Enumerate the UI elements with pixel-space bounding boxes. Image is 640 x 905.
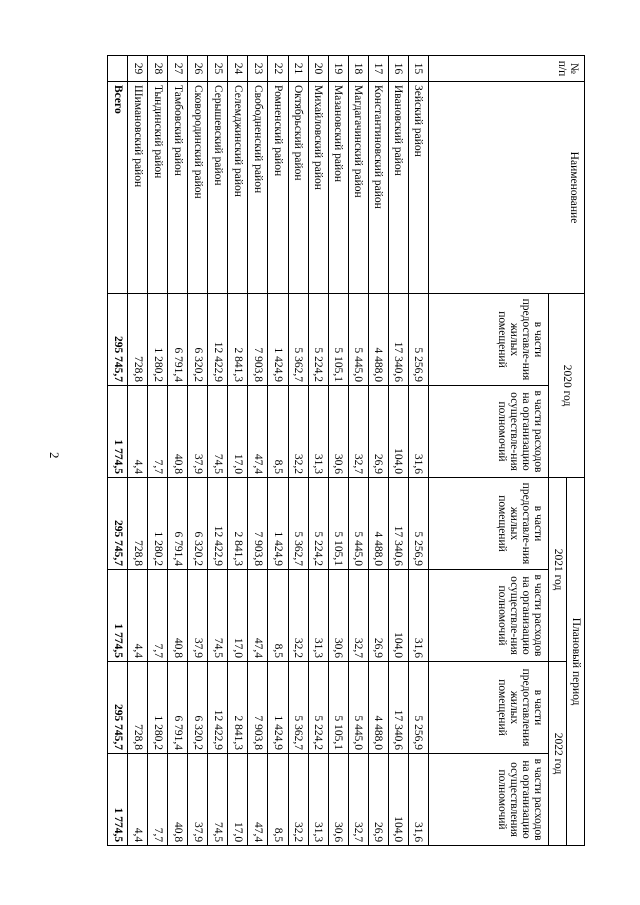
rotated-table-container — [107, 55, 585, 845]
value-cell: 37,9 — [188, 754, 208, 846]
value-cell: 728,8 — [128, 662, 148, 754]
value-cell: 5 256,9 — [408, 294, 428, 386]
district-name: Тындинский район — [148, 82, 168, 294]
district-name: Ромненский район — [268, 82, 288, 294]
total-label: Всего — [108, 82, 128, 294]
total-value-cell: 295 745,7 — [108, 478, 128, 570]
value-cell: 4,4 — [128, 386, 148, 478]
value-cell: 6 320,2 — [188, 662, 208, 754]
header-row-number: № п/п — [429, 56, 585, 82]
value-cell: 5 224,2 — [308, 478, 328, 570]
value-cell: 32,7 — [348, 754, 368, 846]
value-cell: 7 903,8 — [248, 294, 268, 386]
value-cell: 7,7 — [148, 754, 168, 846]
header-year-2021: 2021 год — [549, 478, 567, 662]
value-cell: 4 488,0 — [368, 478, 388, 570]
total-row — [108, 56, 128, 846]
district-name: Октябрьский район — [288, 82, 308, 294]
table-body — [108, 56, 429, 846]
table-row — [248, 56, 268, 846]
value-cell: 8,5 — [268, 570, 288, 662]
value-cell: 7,7 — [148, 570, 168, 662]
value-cell: 31,6 — [408, 754, 428, 846]
value-cell: 31,3 — [308, 754, 328, 846]
row-number: 21 — [288, 56, 308, 82]
value-cell: 1 424,9 — [268, 478, 288, 570]
district-name: Тамбовский район — [168, 82, 188, 294]
value-cell: 1 424,9 — [268, 294, 288, 386]
value-cell: 32,2 — [288, 570, 308, 662]
table-row — [168, 56, 188, 846]
row-number: 25 — [208, 56, 228, 82]
value-cell: 30,6 — [328, 570, 348, 662]
value-cell: 7 903,8 — [248, 478, 268, 570]
value-cell: 1 280,2 — [148, 478, 168, 570]
value-cell: 104,0 — [388, 754, 408, 846]
value-cell: 5 362,7 — [288, 478, 308, 570]
value-cell: 30,6 — [328, 754, 348, 846]
value-cell: 5 105,1 — [328, 662, 348, 754]
header-year-2020: 2020 год — [549, 294, 585, 478]
table-row — [408, 56, 428, 846]
district-name: Свободненский район — [248, 82, 268, 294]
value-cell: 5 445,0 — [348, 662, 368, 754]
header-year-2022: 2022 год — [549, 662, 567, 846]
value-cell: 47,4 — [248, 386, 268, 478]
value-cell: 2 841,3 — [228, 662, 248, 754]
district-name: Селемджинский район — [228, 82, 248, 294]
row-number: 22 — [268, 56, 288, 82]
header-name: Наименование — [429, 82, 585, 294]
table-row — [288, 56, 308, 846]
district-name: Константиновский район — [368, 82, 388, 294]
value-cell: 7,7 — [148, 386, 168, 478]
value-cell: 2 841,3 — [228, 478, 248, 570]
value-cell: 6 320,2 — [188, 294, 208, 386]
value-cell: 5 362,7 — [288, 294, 308, 386]
header-planned-period: Плановый период — [567, 478, 585, 846]
value-cell: 30,6 — [328, 386, 348, 478]
table-row — [328, 56, 348, 846]
row-number: 20 — [308, 56, 328, 82]
value-cell: 40,8 — [168, 754, 188, 846]
value-cell: 8,5 — [268, 386, 288, 478]
table-row — [308, 56, 328, 846]
district-name: Ивановский район — [388, 82, 408, 294]
district-name: Сковородинский район — [188, 82, 208, 294]
row-number: 27 — [168, 56, 188, 82]
value-cell: 8,5 — [268, 754, 288, 846]
value-cell: 4,4 — [128, 754, 148, 846]
total-value-cell: 1 774,5 — [108, 570, 128, 662]
value-cell: 5 256,9 — [408, 478, 428, 570]
value-cell: 32,7 — [348, 570, 368, 662]
district-name: Зейский район — [408, 82, 428, 294]
header-2022-housing: в части предоставления жилых помещений — [429, 662, 549, 754]
value-cell: 5 256,9 — [408, 662, 428, 754]
table-row — [128, 56, 148, 846]
value-cell: 17 340,6 — [388, 294, 408, 386]
value-cell: 728,8 — [128, 294, 148, 386]
value-cell: 47,4 — [248, 570, 268, 662]
value-cell: 40,8 — [168, 570, 188, 662]
value-cell: 12 422,9 — [208, 662, 228, 754]
value-cell: 37,9 — [188, 386, 208, 478]
header-2022-expenses: в части расходов на организацию осуществления полномочий — [429, 754, 549, 846]
table-row — [348, 56, 368, 846]
row-number: 16 — [388, 56, 408, 82]
value-cell: 32,7 — [348, 386, 368, 478]
value-cell: 1 280,2 — [148, 294, 168, 386]
table-row — [208, 56, 228, 846]
value-cell: 26,9 — [368, 570, 388, 662]
value-cell: 1 424,9 — [268, 662, 288, 754]
value-cell: 1 280,2 — [148, 662, 168, 754]
row-number: 28 — [148, 56, 168, 82]
header-2021-expenses: в части расходов на организацию осуществле-ния полномочий — [429, 570, 549, 662]
value-cell: 5 224,2 — [308, 294, 328, 386]
value-cell: 31,3 — [308, 386, 328, 478]
value-cell: 5 105,1 — [328, 478, 348, 570]
value-cell: 728,8 — [128, 478, 148, 570]
value-cell: 7 903,8 — [248, 662, 268, 754]
district-name: Михайловский район — [308, 82, 328, 294]
value-cell: 5 105,1 — [328, 294, 348, 386]
total-value-cell: 1 774,5 — [108, 754, 128, 846]
table-row — [188, 56, 208, 846]
value-cell: 40,8 — [168, 386, 188, 478]
row-number: 26 — [188, 56, 208, 82]
value-cell: 5 445,0 — [348, 294, 368, 386]
value-cell: 74,5 — [208, 754, 228, 846]
header-2020-expenses: в части расходов на организацию осуществле-ния полномочий — [429, 386, 549, 478]
row-number: 17 — [368, 56, 388, 82]
value-cell: 26,9 — [368, 754, 388, 846]
header-2020-housing: в части предоставле-ния жилых помещений — [429, 294, 549, 386]
row-number: 24 — [228, 56, 248, 82]
allocation-table — [107, 55, 585, 846]
value-cell: 37,9 — [188, 570, 208, 662]
row-number: 18 — [348, 56, 368, 82]
value-cell: 4 488,0 — [368, 294, 388, 386]
district-name: Мазановский район — [328, 82, 348, 294]
value-cell: 17,0 — [228, 570, 248, 662]
value-cell: 17 340,6 — [388, 478, 408, 570]
value-cell: 5 445,0 — [348, 478, 368, 570]
value-cell: 5 362,7 — [288, 662, 308, 754]
value-cell: 6 320,2 — [188, 478, 208, 570]
table-row — [148, 56, 168, 846]
header-2021-housing: в части предоставле-ния жилых помещений — [429, 478, 549, 570]
value-cell: 104,0 — [388, 570, 408, 662]
value-cell: 17,0 — [228, 754, 248, 846]
district-name: Шимановский район — [128, 82, 148, 294]
row-number: 19 — [328, 56, 348, 82]
value-cell: 74,5 — [208, 570, 228, 662]
value-cell: 31,3 — [308, 570, 328, 662]
table-row — [228, 56, 248, 846]
value-cell: 2 841,3 — [228, 294, 248, 386]
row-number: 15 — [408, 56, 428, 82]
value-cell: 74,5 — [208, 386, 228, 478]
value-cell: 17,0 — [228, 386, 248, 478]
value-cell: 6 791,4 — [168, 294, 188, 386]
value-cell: 104,0 — [388, 386, 408, 478]
value-cell: 32,2 — [288, 386, 308, 478]
value-cell: 6 791,4 — [168, 662, 188, 754]
value-cell: 17 340,6 — [388, 662, 408, 754]
total-value-cell: 295 745,7 — [108, 662, 128, 754]
value-cell: 31,6 — [408, 386, 428, 478]
value-cell: 47,4 — [248, 754, 268, 846]
value-cell: 26,9 — [368, 386, 388, 478]
district-name: Серышевский район — [208, 82, 228, 294]
value-cell: 12 422,9 — [208, 294, 228, 386]
page-number: 2 — [47, 452, 62, 459]
district-name: Магдагачинский район — [348, 82, 368, 294]
table-row — [368, 56, 388, 846]
total-number-cell — [108, 56, 128, 82]
value-cell: 32,2 — [288, 754, 308, 846]
value-cell: 4 488,0 — [368, 662, 388, 754]
row-number: 29 — [128, 56, 148, 82]
total-value-cell: 1 774,5 — [108, 386, 128, 478]
value-cell: 31,6 — [408, 570, 428, 662]
row-number: 23 — [248, 56, 268, 82]
total-value-cell: 295 745,7 — [108, 294, 128, 386]
value-cell: 6 791,4 — [168, 478, 188, 570]
value-cell: 5 224,2 — [308, 662, 328, 754]
value-cell: 4,4 — [128, 570, 148, 662]
value-cell: 12 422,9 — [208, 478, 228, 570]
table-row — [388, 56, 408, 846]
table-row — [268, 56, 288, 846]
